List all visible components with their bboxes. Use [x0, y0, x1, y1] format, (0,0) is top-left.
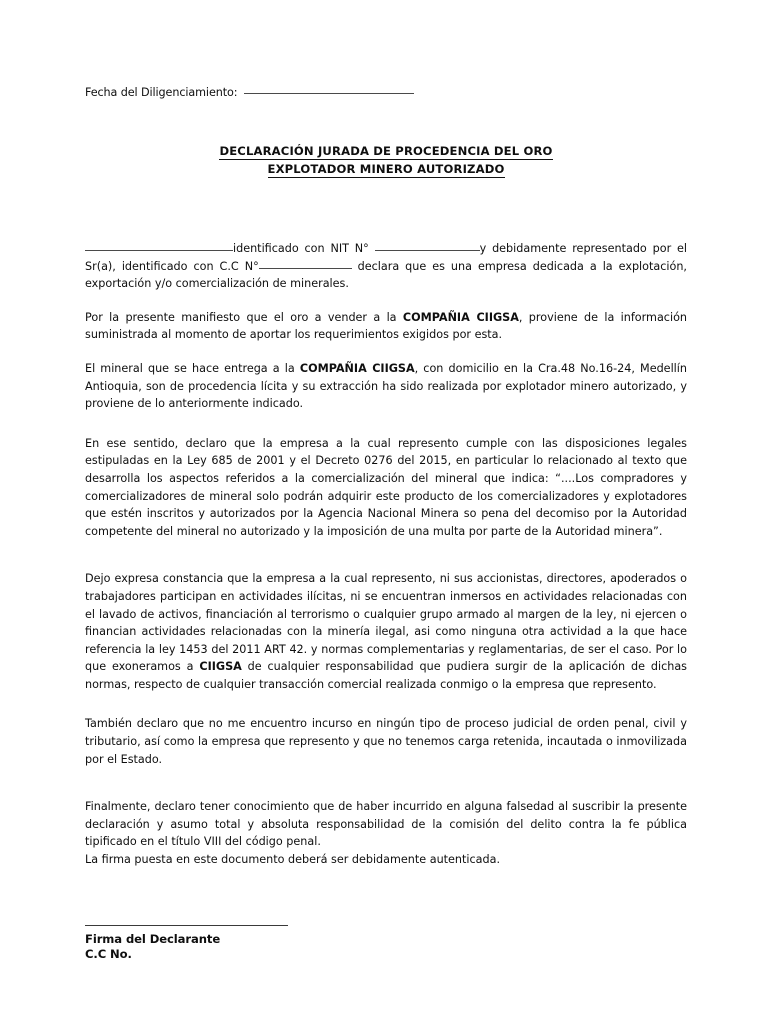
signature-line[interactable] — [85, 925, 288, 926]
paragraph-illicit-activities — [85, 570, 687, 693]
paragraph-legal-provisions — [85, 435, 687, 541]
p1-text-2: y debidamente representado por el Sr(a), identificado con C.C N° — [85, 242, 687, 273]
signature-label-name: Firma del Declarante — [85, 931, 221, 946]
p3-text-2: , con domicilio en la Cra.48 No.16-24, Medellín Antioquia, son de procedencia lícita y su extracción ha sido realizada por explotador minero autorizado, y proviene de lo anteriormente indicado. — [85, 361, 687, 411]
title-line-2: EXPLOTADOR MINERO AUTORIZADO — [267, 162, 505, 176]
p3-text-1: El mineral que se hace entrega a la — [85, 361, 300, 375]
paragraph-mineral-delivery — [85, 360, 687, 413]
company-name-blank[interactable] — [85, 241, 233, 251]
paragraph-signature-authentication — [85, 851, 687, 869]
p4-text-1: En ese sentido, declaro que la empresa a la cual represento cumple con las disposiciones legales estipuladas en la Ley 685 de 2001 y el Decreto 0276 del 2015, en particular lo relacionado al texto que desarrolla los aspectos referidos a la comercialización del mineral que indica: “....Los compradores y comercializadores de mineral solo podrán adquirir este producto de los comercializadores y explotadores que estén inscritos y autorizados por la Agencia Nacional Minera so pena del decomiso por la Autoridad competente del mineral no autorizado y la imposición de una multa por parte de la Autoridad minera”. — [85, 436, 687, 538]
p8-text-1: La firma puesta en este documento deberá ser debidamente autenticada. — [85, 853, 501, 867]
spacer-after-title — [85, 218, 687, 240]
p2-company-bold: COMPAÑIA CIIGSA — [402, 310, 519, 324]
document-content — [85, 84, 687, 963]
signature-block — [85, 925, 687, 963]
p2-text-2: , proviene de la información suministrada al momento de aportar los requerimientos exigidos por esta. — [85, 310, 688, 342]
title-line-1: DECLARACIÓN JURADA DE PROCEDENCIA DEL ORO — [219, 144, 553, 158]
p3-company-bold: COMPAÑIA CIIGSA — [299, 361, 415, 375]
p6-text-1: También declaro que no me encuentro incurso en ningún tipo de proceso judicial de orden penal, civil y tributario, así como la empresa que represento y que no tenemos carga retenida, incautada o inmovilizada por el Estado. — [85, 717, 687, 766]
paragraph-final-declaration — [85, 798, 687, 851]
p7-text-1: Finalmente, declaro tener conocimiento que de haber incurrido en alguna falsedad al suscribir la presente declaración y asumo total y absoluta responsabilidad de la comisión del delito contra la fe pública tipificado en el título VIII del código penal. — [85, 800, 687, 849]
paragraph-gold-origin — [85, 309, 687, 344]
p5-text-2: de cualquier responsabilidad que pudiera surgir de la aplicación de dichas normas, respecto de cualquier transacción comercial realizada conmigo o la empresa que represento. — [85, 660, 688, 691]
paragraph-declarant-identification — [85, 240, 687, 293]
spacer-before-finalmente — [85, 784, 687, 798]
spacer-before-constancia — [85, 556, 687, 570]
date-field-blank[interactable] — [244, 84, 414, 94]
p1-text-3: declara que es una empresa dedicada a la explotación, exportación y/o comercialización de minerales. — [85, 259, 687, 291]
paragraph-judicial-process — [85, 715, 687, 768]
cc-number-blank[interactable] — [259, 259, 352, 269]
p5-text-1: Dejo expresa constancia que la empresa a la cual represento, ni sus accionistas, directores, apoderados o trabajadores participan en actividades ilícitas, ni se encuentran inmersos en actividades relacionadas con el lavado de activos, financiación al terrorismo o cualquier grupo armado al margen de la ley, ni ejercen o financian actividades relacionadas con la minería ilegal, asi como ninguna otra actividad a la que hace referencia la ley 1453 del 2011 ART 42. y normas complementarias y reglamentarias, de ser el caso. Por lo que exoneramos a — [85, 572, 687, 674]
date-field-label: Fecha del Diligenciamiento: — [85, 86, 238, 99]
document-title — [85, 142, 687, 178]
p1-text-1: identificado con NIT N° — [233, 242, 375, 255]
p2-text-1: Por la presente manifiesto que el oro a vender a la — [85, 310, 403, 324]
signature-label-cc: C.C No. — [85, 947, 132, 962]
nit-number-blank[interactable] — [375, 241, 480, 251]
p5-company-bold: CIIGSA — [199, 660, 242, 674]
date-field-row — [85, 84, 687, 100]
